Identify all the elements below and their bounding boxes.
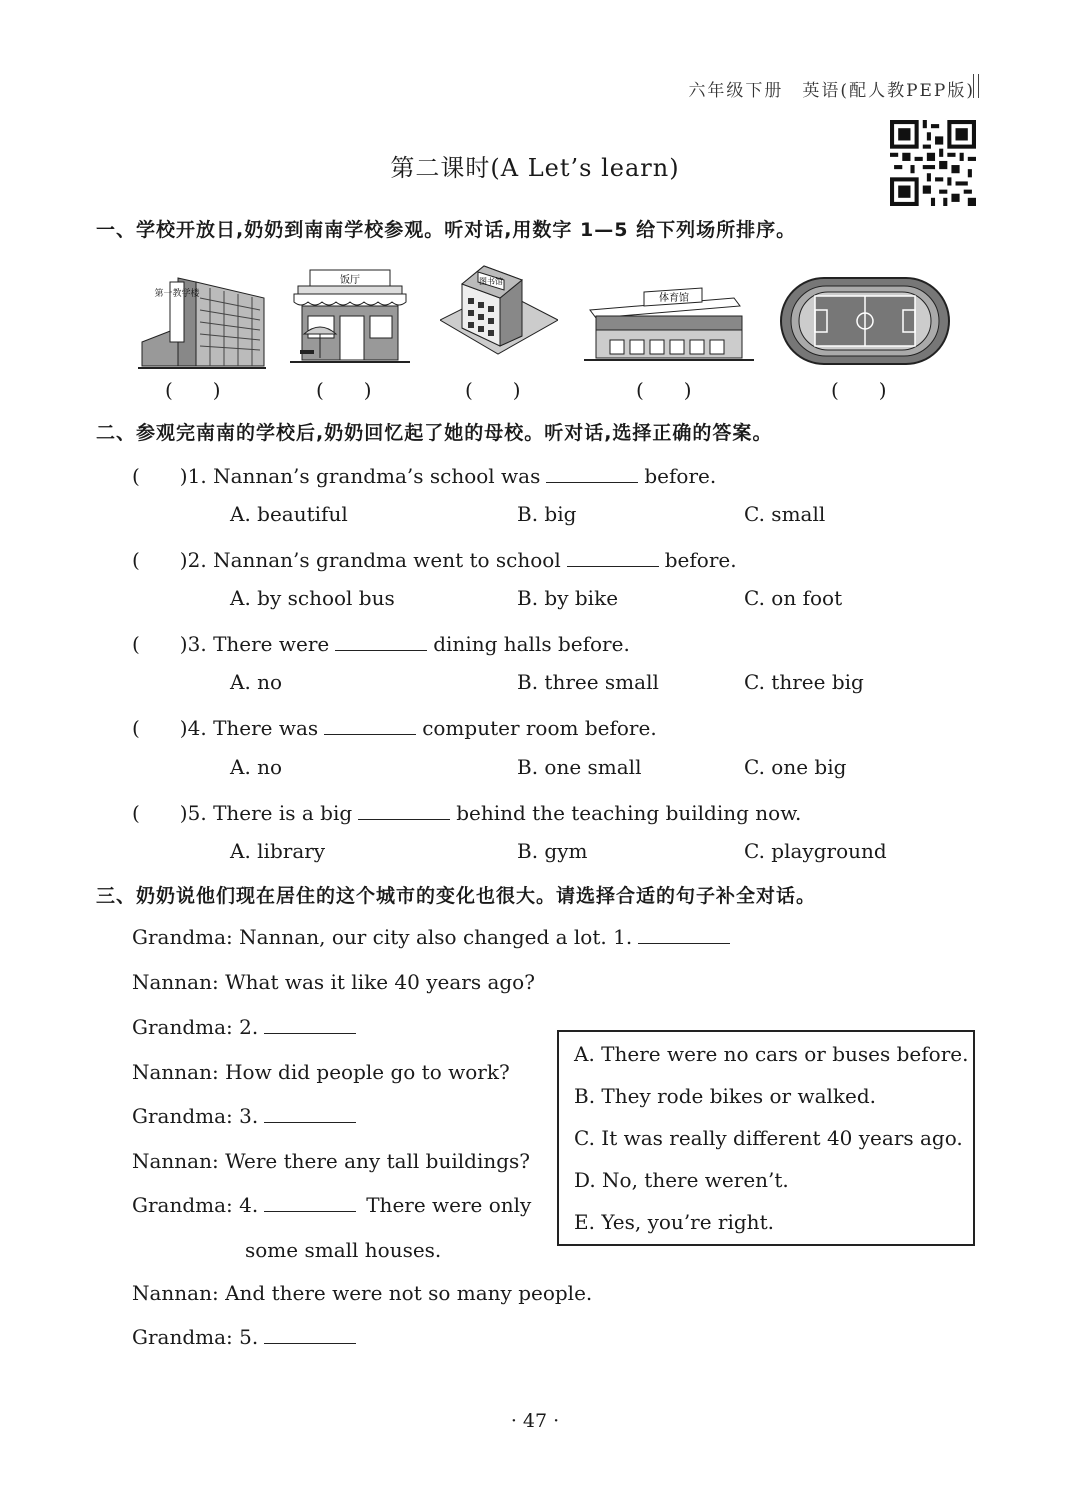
question-1: ( )1. Nannan’s grandma’s school was before. bbox=[132, 464, 717, 488]
option-c: C. small bbox=[744, 502, 826, 526]
answer-paren[interactable]: ( ) bbox=[636, 378, 692, 402]
dialogue-line: some small houses. bbox=[245, 1238, 442, 1262]
answer-paren[interactable]: ( ) bbox=[132, 548, 188, 572]
gym-sign: 体育馆 bbox=[659, 293, 689, 304]
answer-blank[interactable] bbox=[567, 548, 659, 567]
box-option: B. They rode bikes or walked. bbox=[574, 1084, 877, 1108]
gym-icon bbox=[584, 258, 754, 364]
question-5: ( )5. There is a big behind the teaching building now. bbox=[132, 801, 802, 825]
option-c: C. one big bbox=[744, 755, 847, 779]
dialogue-line: Nannan: How did people go to work? bbox=[132, 1060, 510, 1084]
answer-paren[interactable]: ( ) bbox=[132, 464, 188, 488]
answer-paren[interactable]: ( ) bbox=[831, 378, 887, 402]
answer-blank[interactable] bbox=[358, 801, 450, 820]
answer-paren[interactable]: ( ) bbox=[132, 716, 188, 740]
box-option: D. No, there weren’t. bbox=[574, 1168, 789, 1192]
question-2: ( )2. Nannan’s grandma went to school before. bbox=[132, 548, 737, 572]
option-b: B. big bbox=[517, 502, 577, 526]
box-option: C. It was really different 40 years ago. bbox=[574, 1126, 963, 1150]
playground-icon bbox=[779, 258, 951, 366]
library-icon bbox=[440, 258, 558, 358]
lesson-title: 第二课时(A Let’s learn) bbox=[390, 154, 680, 182]
dialogue-line: Nannan: What was it like 40 years ago? bbox=[132, 970, 535, 994]
answer-blank[interactable] bbox=[264, 1325, 356, 1344]
option-b: B. by bike bbox=[517, 586, 619, 610]
option-c: C. playground bbox=[744, 839, 887, 863]
answer-blank[interactable] bbox=[638, 925, 730, 944]
teaching-building-icon bbox=[138, 258, 266, 370]
answer-paren[interactable]: ( ) bbox=[465, 378, 521, 402]
answer-blank[interactable] bbox=[335, 632, 427, 651]
section2-heading: 二、参观完南南的学校后,奶奶回忆起了她的母校。听对话,选择正确的答案。 bbox=[96, 422, 773, 444]
dialogue-line: Grandma: 5. bbox=[132, 1325, 362, 1349]
dining-hall-sign: 饭厅 bbox=[340, 275, 360, 286]
answer-blank[interactable] bbox=[264, 1193, 356, 1212]
option-a: A. no bbox=[230, 755, 283, 779]
question-3: ( )3. There were dining halls before. bbox=[132, 632, 630, 656]
dialogue-line: Grandma: 2. bbox=[132, 1015, 362, 1039]
answer-paren[interactable]: ( ) bbox=[132, 801, 188, 825]
library-sign: 图书馆 bbox=[479, 277, 503, 286]
box-option: E. Yes, you’re right. bbox=[574, 1210, 774, 1234]
building-sign-text: 第一教学楼 bbox=[154, 289, 200, 299]
answer-blank[interactable] bbox=[264, 1015, 356, 1034]
box-option: A. There were no cars or buses before. bbox=[574, 1042, 969, 1066]
page-number: · 47 · bbox=[510, 1410, 560, 1432]
header-divider bbox=[973, 74, 979, 98]
option-a: A. beautiful bbox=[230, 502, 348, 526]
book-header: 六年级下册 英语(配人教PEP版) bbox=[688, 81, 975, 101]
dialogue-line: Nannan: And there were not so many people. bbox=[132, 1281, 593, 1305]
answer-blank[interactable] bbox=[546, 464, 638, 483]
option-a: A. no bbox=[230, 670, 283, 694]
answer-paren[interactable]: ( ) bbox=[316, 378, 372, 402]
section1-heading: 一、学校开放日,奶奶到南南学校参观。听对话,用数字 1—5 给下列场所排序。 bbox=[96, 219, 797, 241]
option-a: A. by school bus bbox=[230, 586, 395, 610]
answer-blank[interactable] bbox=[324, 716, 416, 735]
option-b: B. three small bbox=[517, 670, 659, 694]
question-4: ( )4. There was computer room before. bbox=[132, 716, 657, 740]
options-box bbox=[557, 1030, 975, 1246]
dialogue-line: Grandma: Nannan, our city also changed a lot. 1. bbox=[132, 925, 736, 949]
dialogue-line: Nannan: Were there any tall buildings? bbox=[132, 1149, 531, 1173]
option-c: C. on foot bbox=[744, 586, 843, 610]
answer-paren[interactable]: ( ) bbox=[165, 378, 221, 402]
answer-blank[interactable] bbox=[264, 1104, 356, 1123]
option-c: C. three big bbox=[744, 670, 864, 694]
option-b: B. gym bbox=[517, 839, 588, 863]
answer-paren[interactable]: ( ) bbox=[132, 632, 188, 656]
option-b: B. one small bbox=[517, 755, 642, 779]
dialogue-line: Grandma: 3. bbox=[132, 1104, 362, 1128]
dialogue-line: Grandma: 4. There were only bbox=[132, 1193, 532, 1217]
dining-hall-icon bbox=[290, 258, 410, 366]
option-a: A. library bbox=[230, 839, 326, 863]
section3-heading: 三、奶奶说他们现在居住的这个城市的变化也很大。请选择合适的句子补全对话。 bbox=[96, 885, 817, 907]
